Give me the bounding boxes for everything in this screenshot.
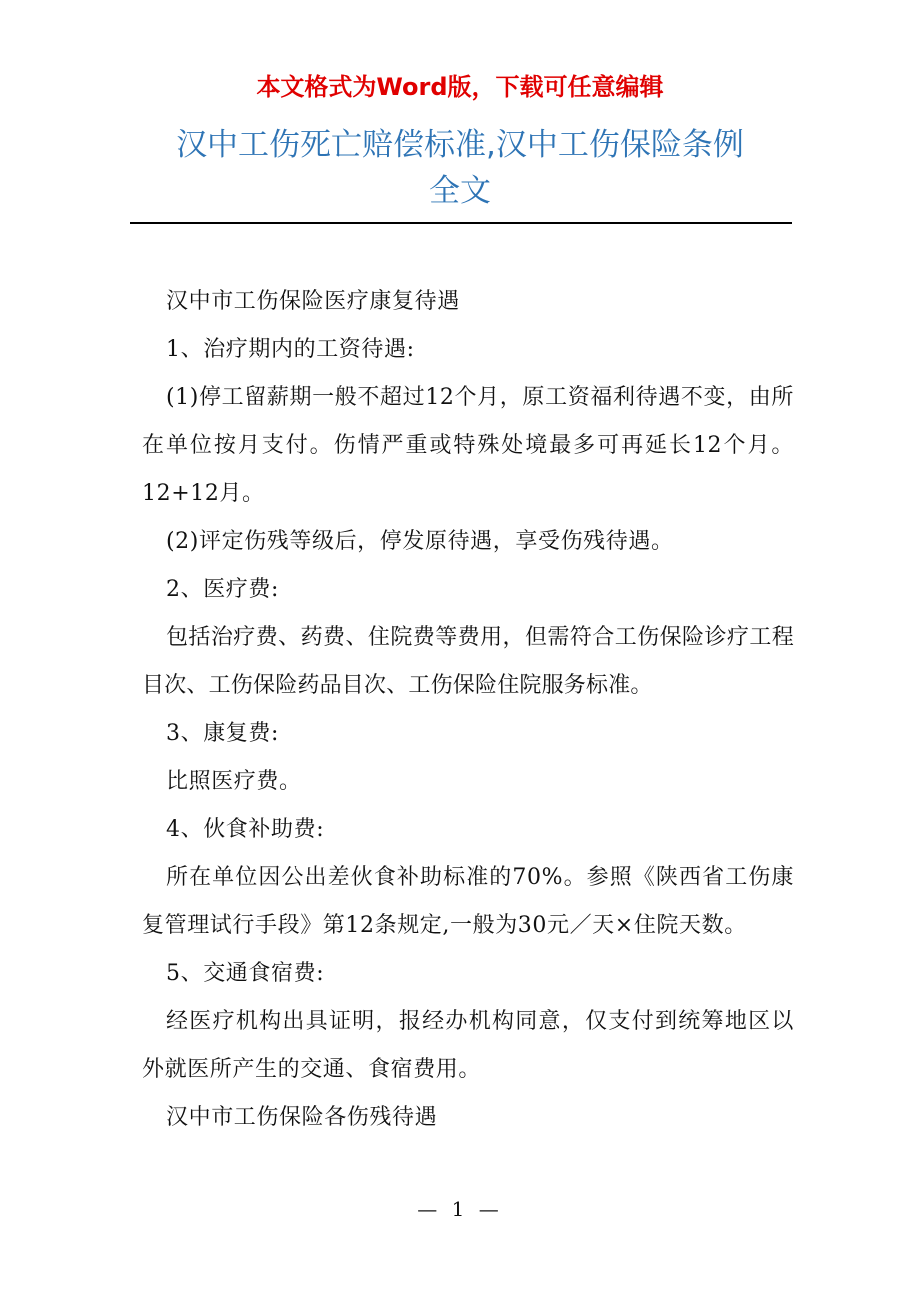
document-body bbox=[142, 278, 794, 1142]
paragraph: 比照医疗费。 bbox=[166, 769, 302, 794]
title-line-1: 汉中工伤死亡赔偿标准,汉中工伤保险条例 bbox=[176, 127, 744, 163]
title-divider bbox=[130, 222, 792, 224]
paragraph: 包括治疗费、药费、住院费等费用，但需符合工伤保险诊疗工程目次、工伤保险药品目次、工伤保险住院服务标准。 bbox=[142, 625, 794, 698]
section-heading: 汉中市工伤保险医疗康复待遇 bbox=[166, 289, 460, 314]
paragraph: 所在单位因公出差伙食补助标准的70%。参照《陕西省工伤康复管理试行手段》第12条规定,一般为30元／天×住院天数。 bbox=[142, 865, 794, 938]
list-heading: 2、医疗费: bbox=[166, 577, 280, 602]
list-heading: 3、康复费: bbox=[166, 721, 280, 746]
list-heading: 4、伙食补助费: bbox=[166, 817, 325, 842]
document-title bbox=[120, 122, 800, 214]
format-notice: 本文格式为Word版，下载可任意编辑 bbox=[256, 73, 664, 101]
list-heading: 5、交通食宿费: bbox=[166, 961, 325, 986]
section-heading: 汉中市工伤保险各伤残待遇 bbox=[166, 1105, 438, 1130]
page-number: — 1 — bbox=[417, 1197, 503, 1221]
list-heading: 1、治疗期内的工资待遇: bbox=[166, 337, 415, 362]
paragraph: (1)停工留薪期一般不超过12个月，原工资福利待遇不变，由所在单位按月支付。伤情严重或特殊处境最多可再延长12个月。12+12月。 bbox=[142, 385, 794, 506]
title-line-2: 全文 bbox=[429, 173, 491, 209]
paragraph: (2)评定伤残等级后，停发原待遇，享受伤残待遇。 bbox=[166, 529, 674, 554]
paragraph: 经医疗机构出具证明，报经办机构同意，仅支付到统筹地区以外就医所产生的交通、食宿费用。 bbox=[142, 1009, 794, 1082]
